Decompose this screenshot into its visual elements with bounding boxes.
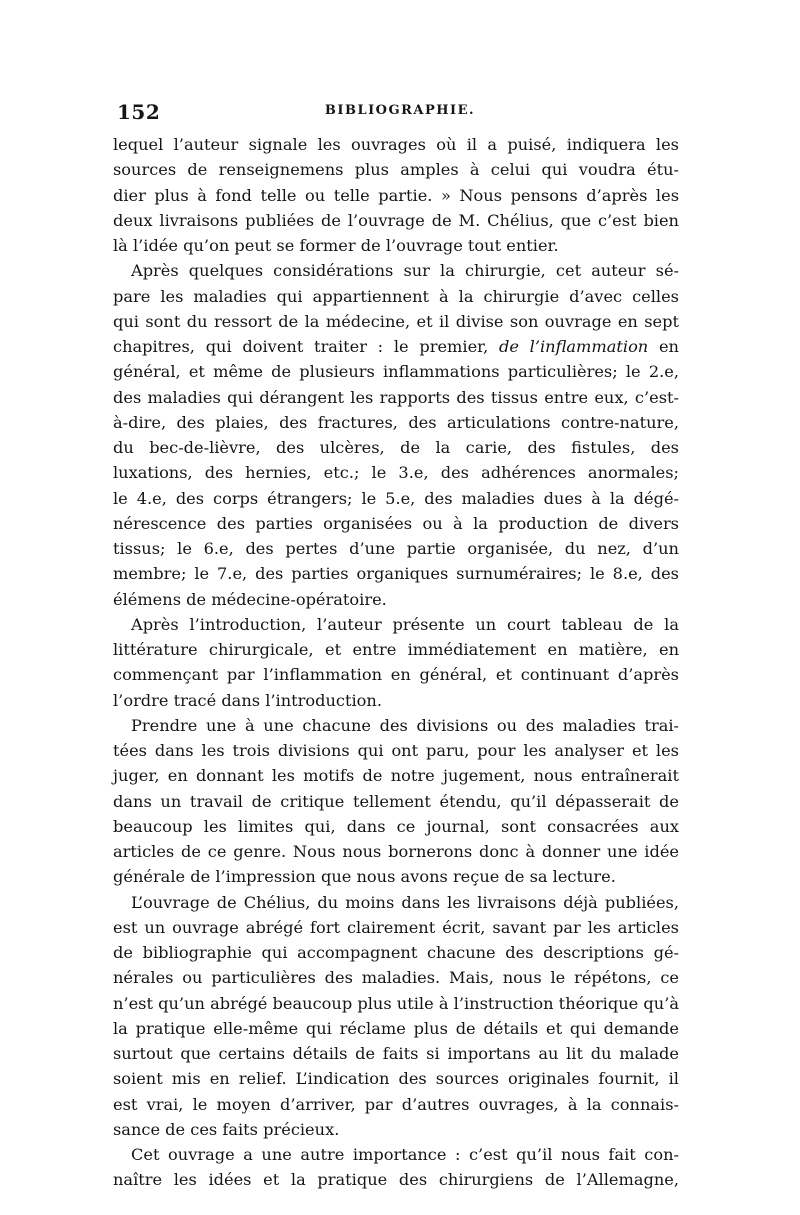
- text-line-content: membre; le 7.e, des parties organiques surnuméraires; le 8.e, des: [113, 564, 679, 584]
- text-line-content: est vrai, le moyen d’arriver, par d’autres ouvrages, à la connais-: [113, 1094, 679, 1114]
- text-line-content: l’ordre tracé dans l’introduction.: [113, 690, 382, 710]
- text-line: [113, 536, 679, 561]
- text-line: [113, 1092, 679, 1117]
- text-line-content: élémens de médecine-opératoire.: [113, 589, 387, 609]
- text-line: [113, 284, 679, 309]
- text-line: [113, 587, 679, 612]
- text-line-content: luxations, des hernies, etc.; le 3.e, des adhérences anormales;: [113, 463, 679, 483]
- text-line: [113, 1041, 679, 1066]
- text-line: [113, 1167, 679, 1192]
- running-title: BIBLIOGRAPHIE.: [324, 103, 476, 118]
- text-line-content: tissus; le 6.e, des pertes d’une partie organisée, du nez, d’un: [113, 539, 679, 558]
- text-line: [113, 688, 679, 713]
- text-line: [113, 662, 679, 687]
- text-line: [113, 132, 679, 157]
- text-line: [113, 460, 679, 485]
- text-line: [113, 789, 679, 814]
- text-line-tail: en: [648, 337, 679, 356]
- text-line-content: soient mis en relief. L’indication des sources originales fournit, il: [113, 1069, 679, 1089]
- text-line-content: dans un travail de critique tellement étendu, qu’il dépasserait de: [113, 791, 679, 811]
- text-line: [113, 965, 679, 990]
- text-line: [113, 157, 679, 182]
- text-line-content: général, et même de plusieurs inflammations particulières; le 2.e,: [113, 362, 679, 382]
- text-line-content: dier plus à fond telle ou telle partie. » Nous pensons d’après les: [113, 185, 679, 205]
- text-line-content: à-dire, des plaies, des fractures, des articulations contre-nature,: [113, 412, 679, 432]
- text-line: [113, 1066, 679, 1091]
- text-line: [113, 309, 679, 334]
- page-number: 152: [117, 100, 161, 124]
- text-line-content: du bec-de-lièvre, des ulcères, de la carie, des fistules, des: [113, 438, 679, 457]
- text-line: [113, 334, 679, 359]
- text-line-content: nérescence des parties organisées ou à la production de divers: [113, 513, 679, 533]
- text-line-content: nérales ou particulières des maladies. Mais, nous le répétons, ce: [113, 968, 679, 988]
- text-line-content: est un ouvrage abrégé fort clairement écrit, savant par les articles: [113, 917, 679, 937]
- text-line-content: de bibliographie qui accompagnent chacune des descriptions gé-: [113, 943, 679, 962]
- text-line-content: L’ouvrage de Chélius, du moins dans les livraisons déjà publiées,: [131, 892, 679, 912]
- text-line: [113, 1016, 679, 1041]
- text-line: [113, 208, 679, 233]
- text-line: [113, 839, 679, 864]
- text-line: [113, 713, 679, 738]
- text-line-content: là l’idée qu’on peut se former de l’ouvrage tout entier.: [113, 236, 559, 255]
- text-line-content: articles de ce genre. Nous nous bornerons donc à donner une idée: [113, 842, 679, 861]
- text-line-content: surtout que certains détails de faits si importans au lit du malade: [113, 1044, 679, 1063]
- page-header: [117, 100, 683, 126]
- text-line: [113, 890, 679, 915]
- text-line: [113, 940, 679, 965]
- text-line: [113, 1117, 679, 1142]
- italic-title: de l’inflammation: [498, 337, 649, 356]
- text-line: [113, 359, 679, 384]
- text-line-content: chapitres, qui doivent traiter : le premier,: [113, 337, 499, 356]
- text-line-content: sance de ces faits précieux.: [113, 1119, 340, 1139]
- text-line: [113, 385, 679, 410]
- text-line-content: Après quelques considérations sur la chirurgie, cet auteur sé-: [131, 261, 679, 281]
- text-line: [113, 183, 679, 208]
- text-line-content: Après l’introduction, l’auteur présente un court tableau de la: [131, 614, 679, 634]
- text-line: [113, 435, 679, 460]
- text-line: [113, 814, 679, 839]
- text-line-content: juger, en donnant les motifs de notre jugement, nous entraînerait: [113, 766, 679, 786]
- text-line-content: Prendre une à une chacune des divisions ou des maladies trai-: [131, 715, 679, 735]
- text-line: [113, 738, 679, 763]
- text-line-content: sources de renseignemens plus amples à celui qui voudra étu-: [113, 160, 679, 180]
- text-line: [113, 1142, 679, 1167]
- text-line: [113, 561, 679, 586]
- text-line: [113, 991, 679, 1016]
- text-line-content: Cet ouvrage a une autre importance : c’est qu’il nous fait con-: [131, 1145, 679, 1164]
- text-line: [113, 915, 679, 940]
- text-line-content: tées dans les trois divisions qui ont paru, pour les analyser et les: [113, 741, 679, 760]
- text-line-content: beaucoup les limites qui, dans ce journal, sont consacrées aux: [113, 816, 679, 836]
- text-line: [113, 637, 679, 662]
- text-line-content: n’est qu’un abrégé beaucoup plus utile à l’instruction théorique qu’à: [113, 993, 679, 1013]
- text-line: [113, 410, 679, 435]
- text-line: [113, 258, 679, 283]
- text-line-content: deux livraisons publiées de l’ouvrage de M. Chélius, que c’est bien: [113, 210, 679, 230]
- text-line-content: des maladies qui dérangent les rapports des tissus entre eux, c’est-: [113, 387, 679, 407]
- body-text: [113, 132, 679, 1193]
- text-line: [113, 612, 679, 637]
- text-line: [113, 486, 679, 511]
- text-line-content: naître les idées et la pratique des chirurgiens de l’Allemagne,: [113, 1170, 679, 1190]
- text-line-content: littérature chirurgicale, et entre immédiatement en matière, en: [113, 640, 679, 659]
- text-line-content: le 4.e, des corps étrangers; le 5.e, des maladies dues à la dégé-: [113, 488, 679, 508]
- text-line-content: qui sont du ressort de la médecine, et il divise son ouvrage en sept: [113, 311, 679, 331]
- text-line: [113, 233, 679, 258]
- text-line: [113, 511, 679, 536]
- text-line-content: pare les maladies qui appartiennent à la chirurgie d’avec celles: [113, 286, 679, 306]
- text-line: [113, 864, 679, 889]
- text-line: [113, 763, 679, 788]
- text-line-content: générale de l’impression que nous avons reçue de sa lecture.: [113, 867, 616, 887]
- text-line-content: lequel l’auteur signale les ouvrages où il a puisé, indiquera les: [113, 135, 679, 154]
- text-line-content: la pratique elle-même qui réclame plus de détails et qui demande: [113, 1018, 679, 1038]
- text-line-content: commençant par l’inflammation en général, et continuant d’après: [113, 665, 679, 685]
